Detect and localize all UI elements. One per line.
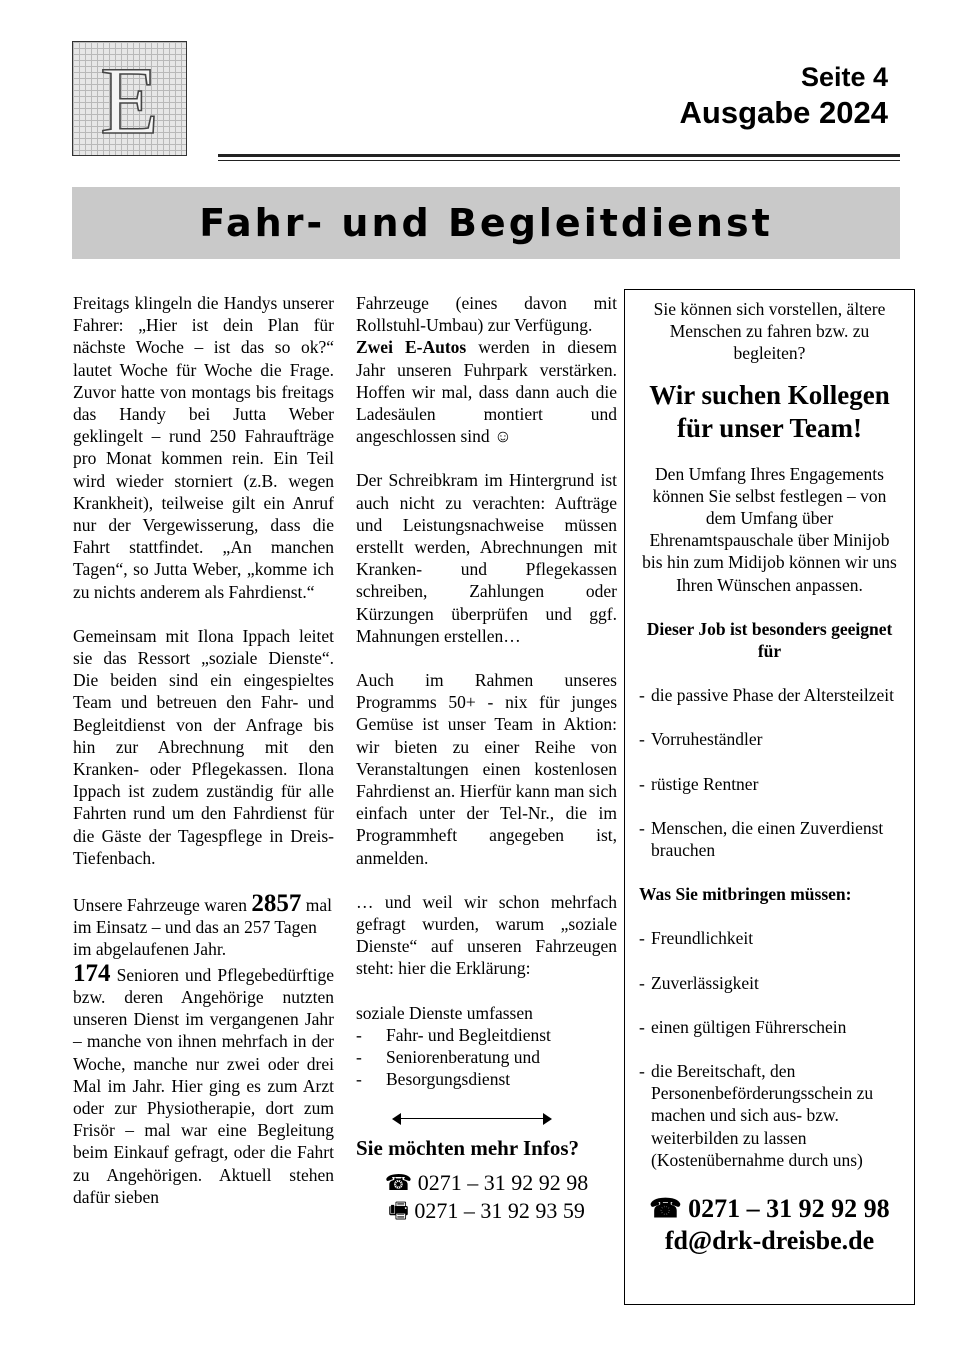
fax-number: 🖷 0271 – 31 92 93 59 — [388, 1197, 585, 1223]
issue-label: Ausgabe 2024 — [679, 95, 888, 130]
paragraph: Der Schreibkram im Hintergrund ist auch nicht zu verachten: Aufträge und Leistungsnachweise müssen erstellt werden, Abrechnungen mit Kranken- und Pflegekassen schreiben, Zahlungen oder Kürzungen überprüfen und ggf. Mahnungen erstellen… — [356, 470, 617, 646]
more-info-heading: Sie möchten mehr Infos? — [356, 1135, 580, 1160]
paragraph: Unsere Fahrzeuge waren 2857 mal im Einsatz – und das an 257 Tagen im abgelaufenen Jahr. — [73, 890, 332, 960]
page-number: Seite 4 — [800, 62, 888, 92]
list-item: - Freundlichkeit — [639, 928, 754, 949]
senior-count: 174 — [73, 959, 111, 987]
article-column-2 — [356, 292, 617, 1225]
list-item: - Fahr- und Begleitdienst — [356, 1024, 551, 1045]
ad-headline: Wir suchen Kollegen für unser Team! — [649, 379, 890, 443]
list-item: - Menschen, die einen Zuverdienst brauchen — [639, 817, 884, 861]
phone-number[interactable]: ☎ 0271 – 31 92 92 98 — [384, 1169, 589, 1195]
double-arrow-icon — [392, 1113, 552, 1125]
ad-intro: Sie können sich vorstellen, ältere Menschen zu fahren bzw. zu begleiten? — [653, 299, 886, 364]
ad-email[interactable]: fd@drk-dreisbe.de — [664, 1226, 875, 1256]
bring-heading: Was Sie mitbringen müssen: — [639, 884, 852, 905]
paragraph: Gemeinsam mit Ilona Ippach leitet sie das Ressort „soziale Dienste“. Die beiden sind ein eingespieltes Team und betreuen den Fahr- und Begleitdienst von der Anfrage bis hin zur Abrechnung mit den Kranken- oder Pflegekassen. Ilona Ippach ist zudem zuständig für alle Fahrten rund um den Fahrdienst für die Gäste der Tagespflege in Dreis-Tiefenbach. — [73, 625, 334, 868]
paragraph: Fahrzeuge (eines davon mit Rollstuhl-Umbau) zur Verfügung. — [356, 293, 617, 336]
suited-heading: Dieser Job ist besonders geeignet für — [646, 618, 893, 662]
newsletter-logo — [72, 41, 187, 156]
page-title: Fahr- und Begleitdienst — [199, 201, 773, 245]
list-item: - die Bereitschaft, den Personenbeförderungsschein zu machen und sich aus- bzw. weiterbilden zu lassen (Kostenübernahme durch uns) — [639, 1061, 874, 1170]
paragraph: 174 Senioren und Pflegebedürftige bzw. deren Angehörige nutzten unseren Dienst im vergangenen Jahr – manche von ihnen mehrfach in der Woche, manche nur zwei oder drei Mal im Jahr. Hier ging es zum Arzt oder zur Physiotherapie, dort zum Frisör – mal war eine Begleitung beim Einkauf gefragt, oder die Fahrt zu Angehörigen. Aktuell stehen dafür sieben — [73, 959, 334, 1207]
paragraph: Freitags klingeln die Handys unserer Fahrer: „Hier ist dein Plan für nächste Woche – ist das so ok?“ lautet Woche für Woche die Frage. Zuvor hatte von montags bis freitags das Handy bei Jutta Weber geklingelt – rund 250 Fahraufträge pro Monat kommen rein. Ein Teil wird wieder storniert (z.B. wegen Krankheit), teilweise gilt ein Anruf nur der Vergewisserung, dass die Fahrt stattfindet. „An manchen Tagen“, so Jutta Weber, „komme ich zu nichts anderem als Fahrdienst.“ — [73, 293, 334, 602]
ad-engagement: Den Umfang Ihres Engagements können Sie selbst festlegen – von dem Umfang über Ehrenamtspauschale über Minijob bis hin zum Midijob können wir uns Ihren Wünschen anpassen. — [642, 463, 897, 595]
paragraph: Zwei E-Autos werden in diesem Jahr unseren Fuhrpark verstärken. Hoffen wir mal, dass dann auch die Ladesäulen montiert und angeschlossen sind ☺ — [356, 337, 617, 447]
list-item: - Zuverlässigkeit — [639, 972, 759, 993]
list-intro: soziale Dienste umfassen — [356, 1002, 533, 1023]
list-item: - rüstige Rentner — [639, 773, 759, 794]
ad-phone[interactable]: ☎ 0271 – 31 92 92 98 — [649, 1194, 890, 1224]
job-ad-box — [624, 289, 915, 1305]
trip-count: 2857 — [251, 890, 302, 918]
article-column-1 — [73, 292, 334, 1208]
list-item: - einen gültigen Führerschein — [639, 1016, 847, 1037]
paragraph: … und weil wir schon mehrfach gefragt wurden, warum „soziale Dienste“ auf unseren Fahrzeugen steht: hier die Erklärung: — [356, 891, 617, 979]
list-item: - Besorgungsdienst — [356, 1069, 511, 1090]
header-rule — [218, 154, 900, 161]
services-list — [356, 1024, 617, 1091]
list-item: - Seniorenberatung und — [356, 1047, 541, 1068]
logo-letter: E — [100, 46, 159, 154]
list-item: - Vorruheständler — [639, 729, 763, 750]
paragraph: Auch im Rahmen unseres Programms 50+ - nix für junges Gemüse ist unser Team in Aktion: wir bieten zu einer Reihe von Veranstaltungen einen kostenlosen Fahrdienst an. Hierfür kann man sich einfach unter der Tel-Nr., die im Programmheft angegeben ist, anmelden. — [356, 670, 617, 868]
list-item: - die passive Phase der Altersteilzeit — [639, 685, 894, 706]
title-banner — [72, 187, 900, 259]
